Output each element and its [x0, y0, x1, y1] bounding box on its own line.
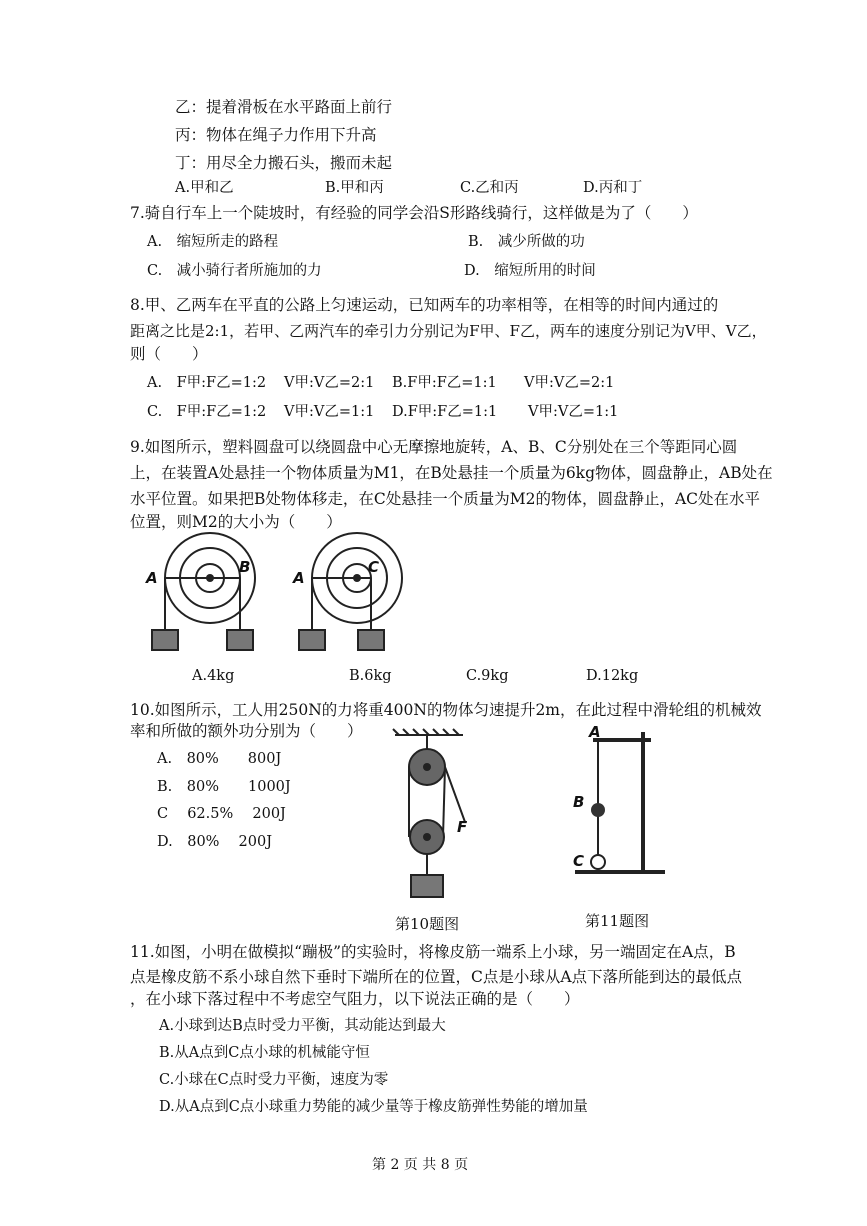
q8-option-a-speed: V甲:V乙=2:1	[284, 375, 375, 391]
q7-stem: 7.骑自行车上一个陡坡时，有经验的同学会沿S形路线骑行，这样做是为了（ ）	[130, 204, 698, 222]
q9-label-b: B	[239, 558, 251, 576]
q10-option-b: B. 80% 1000J	[157, 779, 291, 795]
q11-caption: 第11题图	[585, 912, 650, 930]
q9-weight-m1-second	[299, 630, 325, 650]
q10-load-weight	[411, 875, 443, 897]
q7-option-b: B. 减少所做的功	[468, 234, 585, 250]
q9-disc-figure-ab	[140, 530, 290, 660]
q9-option-a: A.4kg	[192, 668, 235, 684]
page-footer: 第 2 页 共 8 页	[372, 1157, 469, 1173]
q11-option-a: A.小球到达B点时受力平衡，其动能达到最大	[159, 1018, 446, 1034]
q9-option-b: B.6kg	[349, 668, 392, 684]
q9-weight-m1	[152, 630, 178, 650]
q8-stem-line1: 8.甲、乙两车在平直的公路上匀速运动，已知两车的功率相等，在相等的时间内通过的	[130, 296, 719, 314]
q10-stem-line1: 10.如图所示，工人用250N的力将重400N的物体匀速提升2m，在此过程中滑轮组的机械效	[130, 701, 762, 719]
q8-option-b-force: B.F甲:F乙=1:1	[392, 375, 497, 391]
q9-stem-line3: 水平位置。如果把B处物体移走，在C处悬挂一个质量为M2的物体，圆盘静止，AC处在水平	[130, 490, 761, 508]
q10-label-f: F	[457, 818, 468, 836]
q7-option-d: D. 缩短所用的时间	[464, 263, 596, 279]
q6-line-bing: 丙：物体在绳子力作用下升高	[175, 126, 377, 144]
q11-ball-b	[591, 803, 605, 817]
q11-stem-line3: ，在小球下落过程中不考虑空气阻力，以下说法正确的是（ ）	[130, 990, 580, 1008]
q7-option-a: A. 缩短所走的路程	[147, 234, 279, 250]
q9-option-c: C.9kg	[466, 668, 509, 684]
q8-option-b-speed: V甲:V乙=2:1	[524, 375, 615, 391]
q9-stem-line2: 上，在装置A处悬挂一个物体质量为M1，在B处悬挂一个质量为6kg物体，圆盘静止，AB处在	[130, 464, 773, 482]
q6-option-a: A.甲和乙	[175, 180, 234, 196]
q9-label-c: C	[368, 558, 380, 576]
q8-option-c-speed: V甲:V乙=1:1	[284, 404, 375, 420]
q11-ball-c	[591, 855, 605, 869]
q8-stem-line2: 距离之比是2:1，若甲、乙两汽车的牵引力分别记为F甲、F乙，两车的速度分别记为V甲、V乙，	[130, 322, 767, 340]
q9-label-a-2: A	[293, 569, 305, 587]
q9-stem-line4: 位置，则M2的大小为（ ）	[130, 513, 342, 531]
q11-option-d: D.从A点到C点小球重力势能的减少量等于橡皮筋弹性势能的增加量	[159, 1099, 588, 1115]
q9-stem-line1: 9.如图所示，塑料圆盘可以绕圆盘中心无摩擦地旋转，A、B、C分别处在三个等距同心圆	[130, 438, 738, 456]
q11-bungee-figure	[565, 722, 675, 887]
q6-option-b: B.甲和丙	[325, 180, 384, 196]
q6-line-yi: 乙：提着滑板在水平路面上前行	[175, 98, 393, 116]
q6-line-ding: 丁：用尽全力搬石头，搬而未起	[175, 154, 393, 172]
q11-option-c: C.小球在C点时受力平衡，速度为零	[159, 1072, 389, 1088]
q9-weight-6kg	[227, 630, 253, 650]
q10-stem-line2: 率和所做的额外功分别为（ ）	[130, 722, 363, 740]
q10-caption: 第10题图	[395, 915, 460, 933]
q6-option-d: D.丙和丁	[583, 180, 643, 196]
q7-option-c: C. 减小骑行者所施加的力	[147, 263, 322, 279]
q10-pulley-figure	[385, 727, 495, 907]
q8-option-d-speed: V甲:V乙=1:1	[528, 404, 619, 420]
q8-stem-line3: 则（ ）	[130, 345, 208, 363]
q9-option-d: D.12kg	[586, 668, 639, 684]
q8-option-c-force: C. F甲:F乙=1:2	[147, 404, 267, 420]
q11-label-c: C	[573, 852, 585, 870]
q11-stem-line2: 点是橡皮筋不系小球自然下垂时下端所在的位置，C点是小球从A点下落所能到达的最低点	[130, 968, 743, 986]
q10-option-a: A. 80% 800J	[157, 751, 282, 767]
q11-option-b: B.从A点到C点小球的机械能守恒	[159, 1045, 370, 1061]
q9-disc-figure-ac	[285, 530, 425, 660]
q10-option-c: C 62.5% 200J	[157, 806, 286, 822]
q9-label-a-1: A	[146, 569, 158, 587]
q6-option-c: C.乙和丙	[460, 180, 519, 196]
q11-label-a: A	[589, 723, 601, 741]
q9-weight-m2	[358, 630, 384, 650]
q11-label-b: B	[573, 793, 585, 811]
q10-option-d: D. 80% 200J	[157, 834, 273, 850]
q8-option-a-force: A. F甲:F乙=1:2	[147, 375, 267, 391]
q8-option-d-force: D.F甲:F乙=1:1	[392, 404, 498, 420]
q11-stem-line1: 11.如图，小明在做模拟“蹦极”的实验时，将橡皮筋一端系上小球，另一端固定在A点，B	[130, 943, 736, 961]
